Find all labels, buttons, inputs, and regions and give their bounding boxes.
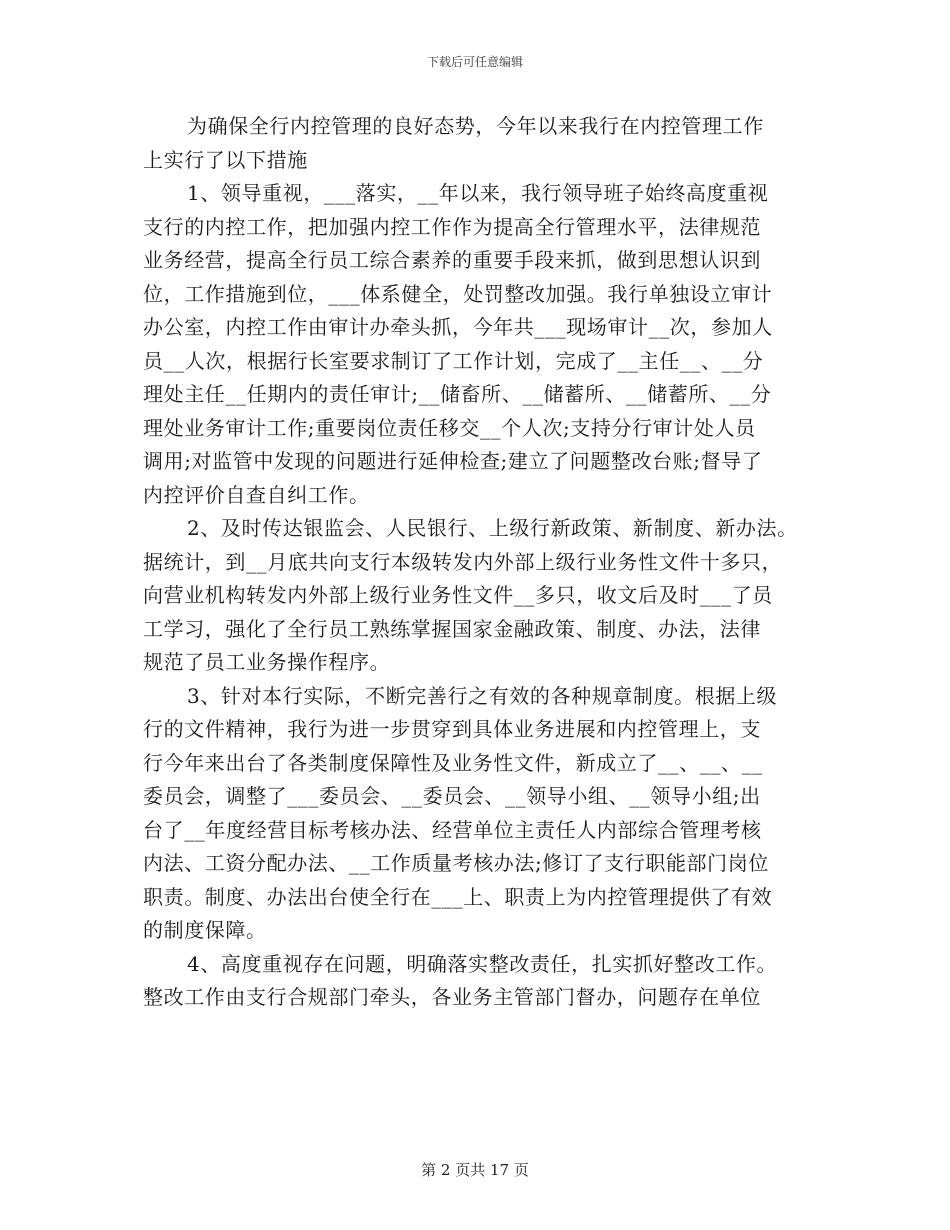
paragraph-item-2 (143, 512, 823, 680)
text-line: 办公室，内控工作由审计办牵头抓，今年共___现场审计__次，参加人 (143, 315, 773, 339)
text-line: 2、及时传达银监会、人民银行、上级行新政策、新制度、新办法。 (187, 516, 798, 540)
text-line: 台了__年度经营目标考核办法、经营单位主责任人内部综合管理考核 (143, 817, 762, 842)
text-line: 规范了员工业务操作程序。 (143, 650, 391, 674)
document-body (143, 110, 823, 1015)
text-line: 理处业务审计工作;重要岗位责任移交__个人次;支持分行审计处人员 (143, 415, 756, 440)
text-line: 行今年来出台了各类制度保障性及业务性文件，新成立了__、__、__ (143, 750, 763, 775)
text-line: 内法、工资分配办法、__工作质量考核办法;修订了支行职能部门岗位 (143, 851, 769, 875)
text-line: 1、领导重视，___落实，__年以来，我行领导班子始终高度重视 (187, 181, 769, 205)
text-line: 向营业机构转发内外部上级行业务性文件__多只，收文后及时___了员 (143, 583, 773, 607)
paragraph-intro (143, 110, 823, 177)
text-line: 整改工作由支行合规部门牵头，各业务主管部门督办，问题存在单位 (143, 985, 761, 1009)
text-line: 内控评价自查自纠工作。 (143, 482, 370, 507)
page-header: 下载后可任意编辑 (426, 55, 523, 69)
paragraph-item-4 (143, 948, 823, 1015)
text-line: 职责。制度、办法出台使全行在___上、职责上为内控管理提供了有效 (143, 884, 773, 909)
text-line: 理处主任__任期内的责任审计;__储畜所、__储蓄所、__储蓄所、__分 (143, 382, 772, 406)
text-line: 行的文件精神，我行为进一步贯穿到具体业务进展和内控管理上，支 (143, 717, 761, 741)
page-number-footer: 第 2 页共 17 页 (421, 1161, 529, 1179)
text-line: 员__人次，根据行长室要求制订了工作计划，完成了__主任__、__分 (143, 348, 764, 373)
text-line: 工学习，强化了全行员工熟练掌握国家金融政策、制度、办法，法律 (143, 616, 761, 641)
text-line: 据统计，到__月底共向支行本级转发内外部上级行业务性文件十多只， (143, 549, 783, 574)
text-line: 位，工作措施到位，___体系健全，处罚整改加强。我行单独设立审计 (143, 281, 773, 306)
paragraph-item-1 (143, 177, 823, 512)
text-line: 上实行了以下措施 (143, 147, 308, 172)
text-line: 委员会，调整了___委员会、__委员会、__领导小组、__领导小组;出 (143, 784, 761, 808)
paragraph-item-3 (143, 680, 823, 948)
text-line: 为确保全行内控管理的良好态势，今年以来我行在内控管理工作 (187, 114, 764, 138)
text-line: 3、针对本行实际，不断完善行之有效的各种规章制度。根据上级 (187, 683, 778, 708)
text-line: 4、高度重视存在问题，明确落实整改责任，扎实抓好整改工作。 (187, 951, 778, 976)
text-line: 调用;对监管中发现的问题进行延伸检查;建立了问题整改台账;督导了 (143, 449, 763, 473)
text-line: 业务经营，提高全行员工综合素养的重要手段来抓，做到思想认识到 (143, 248, 761, 272)
text-line: 的制度保障。 (143, 918, 267, 942)
text-line: 支行的内控工作，把加强内控工作作为提高全行管理水平，法律规范 (143, 214, 761, 239)
